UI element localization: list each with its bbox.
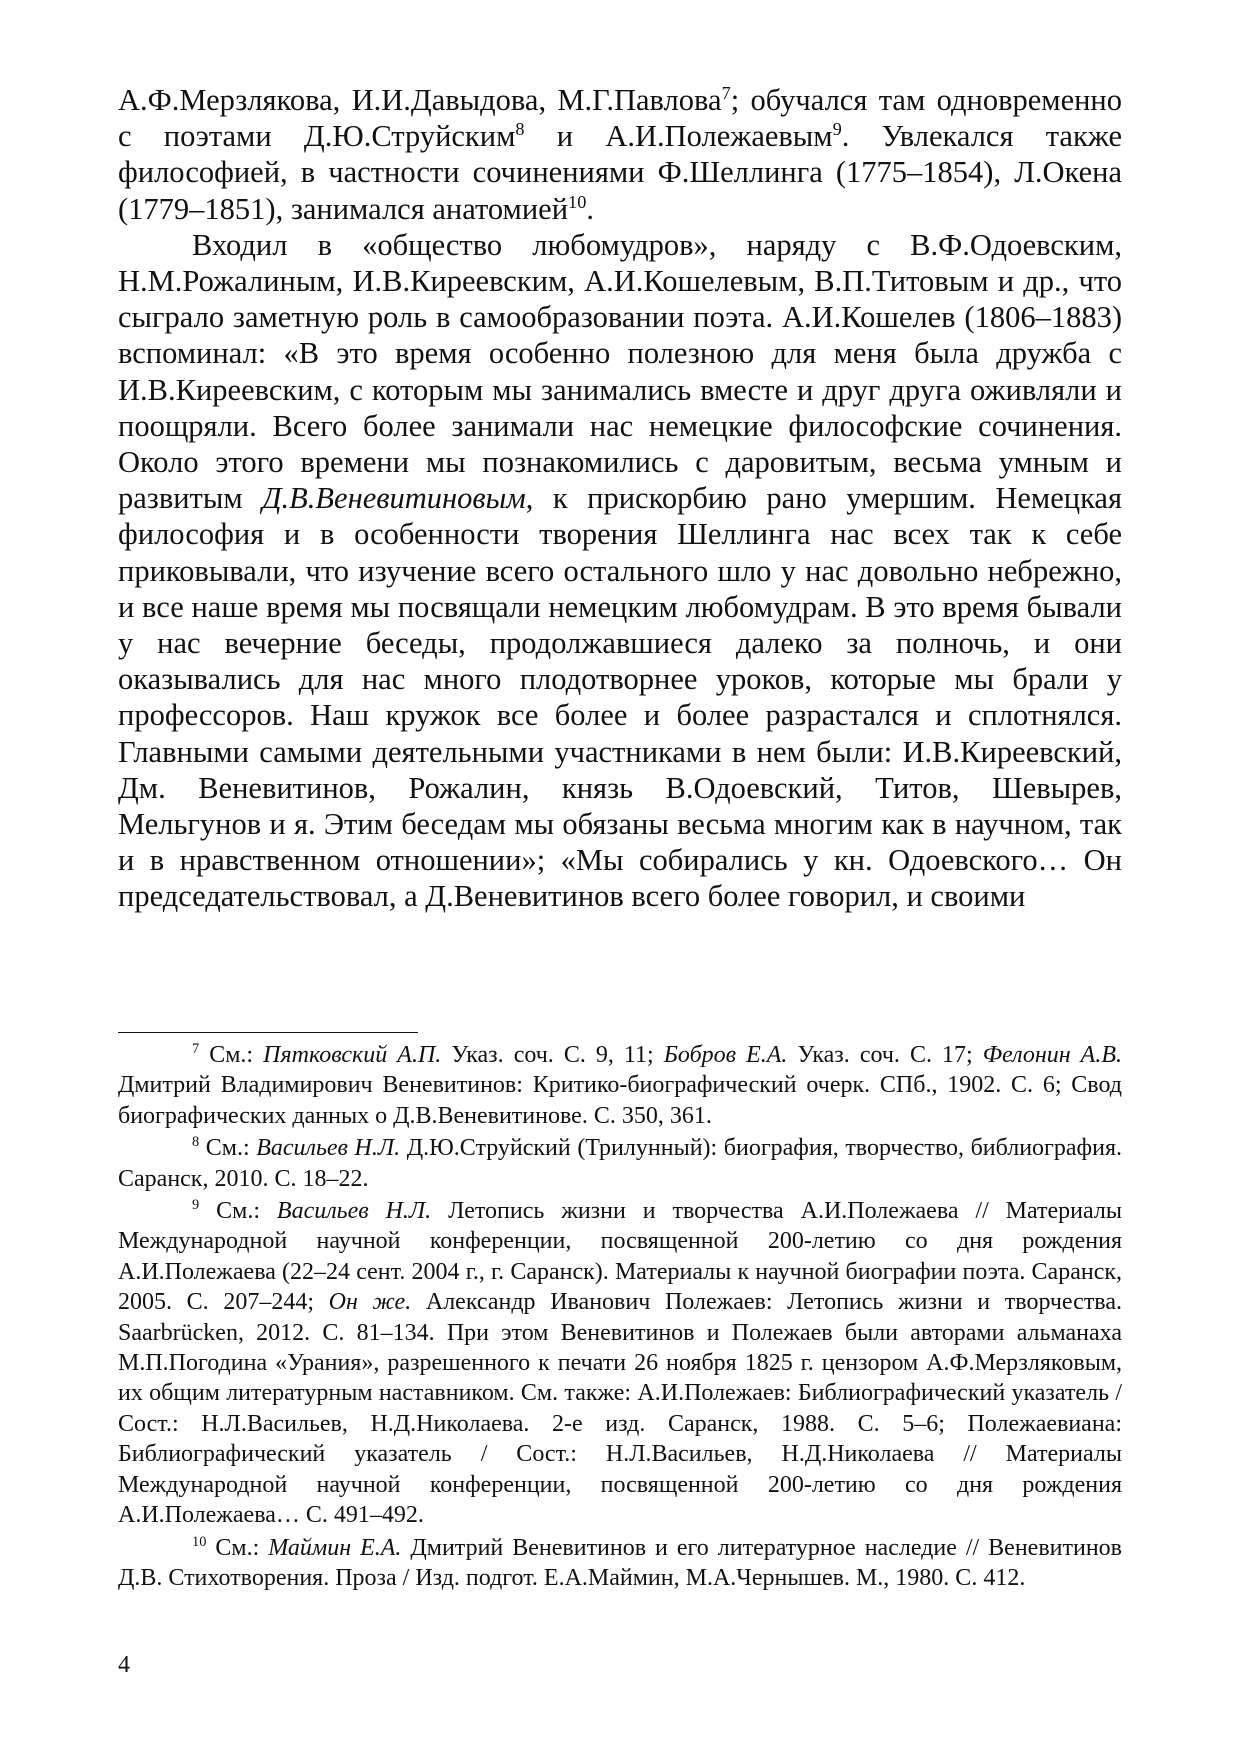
text-run: См.: — [199, 1042, 264, 1068]
footnote-7 — [118, 1040, 1122, 1131]
text-run: Дмитрий Веневитинов и его литературное наследие // Веневитинов Д.В. Стихотворения. Проза / Изд. подгот. Е.А.Маймин, М.А.Чернышев. М., 1980. С. 412. — [118, 1534, 1122, 1591]
text-run: . Увлекался также философией, в частности сочинениями Ф.Шеллинга (1775–1854), Л.Окена (1779–1851), занимался анатомией — [118, 119, 1122, 226]
text-run: , к прискорбию рано умершим. Немецкая философия и в особенности творения Шеллинга нас всех так к себе приковывали, что изучение всего остального шло у нас довольно небрежно, и все наше время мы посвящали немецким любомудрам. В это время бывали у нас вечерние беседы, продолжавшиеся далеко за полночь, и они оказывались для нас много плодотворнее уроков, которые мы брали у профессоров. Наш кружок все более и более разрастался и сплотнялся. Главными самыми деятельными участниками в нем были: И.В.Киреевский, Дм. Веневитинов, Рожалин, князь В.Одоевский, Титов, Шевырев, Мельгунов и я. Этим беседам мы обязаны весьма многим как в научном, так и в нравственном отношении»; «Мы собирались у кн. Одоевского… Он председательствовал, а Д.Веневитинов всего более говорил, и своими — [118, 481, 1122, 914]
text-run: Летопись жизни и творчества А.И.Полежаева // Материалы Международной научной конференции, посвященной 200-летию со дня рождения А.И.Полежаева (22–24 сент. 2004 г., г. Саранск). Материалы к научной биографии поэта. Саранск, 2005. С. 207–244; — [118, 1198, 1122, 1316]
text-run: . — [586, 191, 594, 226]
footnote-9 — [118, 1196, 1122, 1530]
footnote-ref-9[interactable]: 9 — [832, 119, 842, 140]
italic-author: Васильев Н.Л. — [256, 1135, 401, 1162]
page-number: 4 — [118, 1652, 130, 1678]
footnote-separator — [118, 1032, 418, 1033]
main-text — [118, 82, 1122, 915]
italic-author: Пятковский А.П. — [263, 1042, 442, 1068]
text-run: Входил в «общество любомудров», наряду с В.Ф.Одоевским, Н.М.Рожалиным, И.В.Киреевским, А.И.Кошелевым, В.П.Титовым и др., что сыграло заметную роль в самообразовании поэта. А.И.Кошелев (1806–1883) вспоминал: «В это время особенно полезною для меня была дружба с И.В.Киреевским, с которым мы занимались вместе и друг друга оживляли и поощряли. Всего более занимали нас немецкие философские сочинения. Около этого времени мы познакомились с даровитым, весьма умным и развитым — [118, 227, 1122, 516]
text-run: Д.Ю.Струйский (Трилунный): биография, творчество, библиография. Саранск, 2010. С. 18–22. — [118, 1135, 1122, 1192]
footnote-ref-10[interactable]: 10 — [568, 191, 587, 212]
text-run: См.: — [199, 1198, 277, 1225]
text-run: ; обучался там одновременно с поэтами Д.Ю.Струйским — [118, 83, 1123, 154]
italic-name: Д.В.Веневитиновым — [262, 481, 526, 516]
text-run: Указ. соч. С. 17; — [787, 1042, 983, 1068]
italic-author: Бобров Е.А. — [663, 1042, 788, 1068]
text-run: А.Ф.Мерзлякова, И.И.Давыдова, М.Г.Павлова — [118, 83, 722, 117]
paragraph-1 — [118, 82, 1122, 227]
italic-author: Он же. — [328, 1289, 412, 1316]
italic-author: Маймин Е.А. — [268, 1534, 402, 1561]
footnote-number: 9 — [192, 1197, 200, 1214]
text-run: и А.И.Полежаевым — [524, 119, 833, 154]
footnotes — [118, 1040, 1122, 1593]
text-run: См.: — [199, 1135, 257, 1162]
text-run: Александр Иванович Полежаев: Летопись жизни и творчества. Saarbrücken, 2012. С. 81–134. При этом Веневитинов и Полежаев были авторами альманаха М.П.Погодина «Урания», разрешенного к печати 26 ноября 1825 г. цензором А.Ф.Мерзляковым, их общим литературным наставником. См. также: А.И.Полежаев: Библиографический указатель / Сост.: Н.Л.Васильев, Н.Д.Николаева. 2-е изд. Саранск, 1988. С. 5–6; Полежаевиана: Библиографический указатель / Сост.: Н.Л.Васильев, Н.Д.Николаева // Материалы Международной научной конференции, посвященной 200-летию со дня рождения А.И.Полежаева… С. 491–492. — [118, 1289, 1122, 1529]
footnote-number: 7 — [192, 1041, 200, 1057]
footnote-ref-7[interactable]: 7 — [721, 82, 731, 103]
footnote-ref-8[interactable]: 8 — [515, 119, 525, 140]
footnote-8 — [118, 1133, 1122, 1194]
footnote-number: 10 — [192, 1533, 207, 1550]
italic-author: Васильев Н.Л. — [276, 1198, 432, 1225]
text-run: См.: — [206, 1534, 269, 1561]
footnote-10 — [118, 1533, 1122, 1594]
italic-author: Фелонин А.В. — [982, 1042, 1123, 1068]
text-run: Дмитрий Владимирович Веневитинов: Критико-биографический очерк. СПб., 1902. С. 6; Свод биографических данных о Д.В.Веневитинове. С. 350, 361. — [118, 1072, 1122, 1129]
text-run: Указ. соч. С. 9, 11; — [441, 1042, 664, 1068]
footnote-number: 8 — [192, 1134, 200, 1151]
paragraph-2 — [118, 227, 1122, 915]
